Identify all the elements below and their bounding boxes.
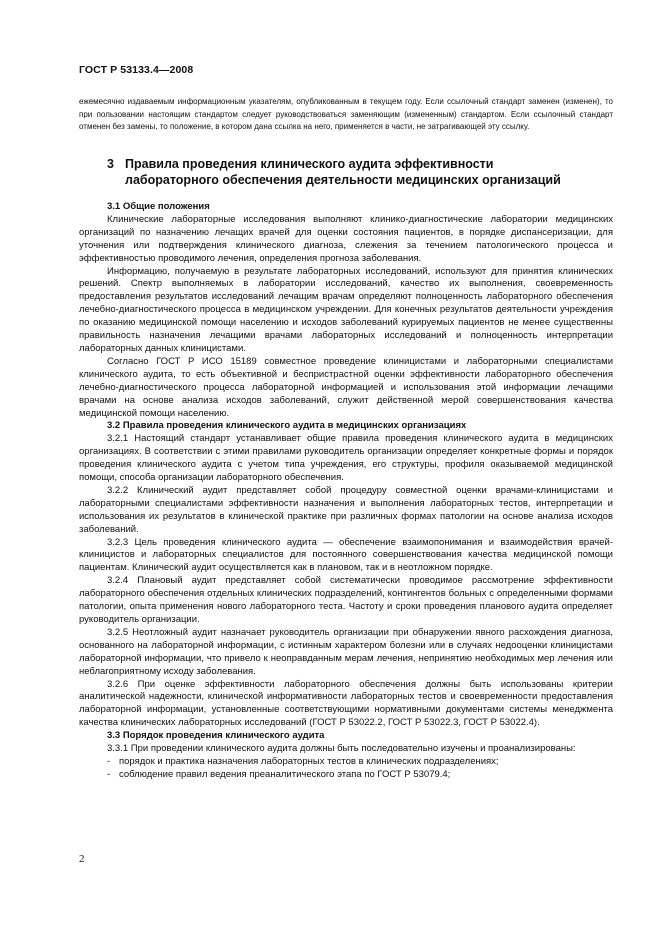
subsection-3-1-heading: 3.1 Общие положения	[107, 201, 210, 212]
section-number: 3	[107, 157, 114, 171]
paragraph-3-1-a: Клинические лабораторные исследования выполняют клинико-диагностические лаборатории медицинских организаций по назначению лечащих врачей для оценки состояния пациентов, в порядке диспансеризации, для уточнения или подтверждения клинического диагноза, слежения за течением патологического процесса и эффективностью проводимого лечения, определения прогноза заболевания.	[79, 213, 613, 264]
list-item	[79, 769, 613, 782]
section-title-line1: Правила проведения клинического аудита эффективности	[125, 157, 494, 171]
section-heading	[79, 156, 613, 188]
intro-paragraph: ежемесячно издаваемым информационным указателям, опубликованным в текущем году. Если ссылочный стандарт заменен (изменен), то при пользовании настоящим стандартом следует руководствоваться заменяющим (измененным) стандартом. Если ссылочный стандарт отменен без замены, то положение, в котором дана ссылка на него, применяется в части, не затрагивающей эту ссылку.	[79, 97, 613, 131]
section-body	[79, 201, 613, 782]
paragraph-3-1-c: Согласно ГОСТ Р ИСО 15189 совместное проведение клиницистами и лабораторными специалистами клинического аудита, то есть объективной и беспристрастной оценки эффективности лабораторного обеспечения лечебно-диагностического процесса лабораторной информацией и использования этой информации лечащими врачами на основе анализа исходов заболеваний, служит действенной мерой совершенствования качества медицинской помощи населению.	[79, 355, 613, 419]
list-item-text: соблюдение правил ведения преаналитического этапа по ГОСТ Р 53079.4;	[119, 768, 451, 780]
section-title	[79, 156, 613, 188]
section-title-line2: лабораторного обеспечения деятельности медицинских организаций	[125, 173, 561, 187]
paragraph-3-1-b: Информацию, получаемую в результате лабораторных исследований, используют для принятия клинических решений. Спектр выполняемых в лаборатории исследований, качество их выполнения, своевременность предоставления результатов исследований лечащим врачам определяют полноценность лабораторного обеспечения лечебно-диагностического процесса в медицинском учреждении. Для конечных результатов деятельности учреждения по оказанию медицинской помощи населению и исходов заболеваний курируемых пациентов не менее существенны правильность назначения лечащими врачами лабораторных исследований и полноценность интерпретации лабораторных данных клиницистами.	[79, 265, 613, 354]
page-number: 2	[79, 853, 85, 865]
subsection-3-2-heading: 3.2 Правила проведения клинического аудита в медицинских организациях	[107, 420, 467, 432]
intro-block	[79, 96, 613, 134]
list-item-text: порядок и практика назначения лабораторных тестов в клинических подразделениях;	[119, 755, 499, 767]
document-header: ГОСТ Р 53133.4—2008	[79, 64, 194, 76]
paragraph-3-2-2: 3.2.2 Клинический аудит представляет собой процедуру совместной оценки врачами-клиницистами и лабораторными специалистами эффективности назначения и выполнения лабораторных тестов, интерпретации и использования их результатов в клинической практике при различных формах патологии на основе анализа исходов заболеваний.	[79, 484, 613, 535]
paragraph-3-3-1: 3.3.1 При проведении клинического аудита должны быть последовательно изучены и проанализированы:	[107, 743, 576, 755]
paragraph-3-2-6: 3.2.6 При оценке эффективности лабораторного обеспечения должны быть использованы критерии аналитической надежности, клинической информативности лабораторных тестов и своевременности предоставления лабораторной информации, установленные соответствующими нормативными документами системы менеджмента качества клинических лабораторных исследований (ГОСТ Р 53022.2, ГОСТ Р 53022.3, ГОСТ Р 53022.4).	[79, 678, 613, 729]
list-dash: -	[107, 755, 111, 767]
paragraph-3-2-3: 3.2.3 Цель проведения клинического аудита — обеспечение взаимопонимания и взаимодействия врачей-клиницистов и лабораторных специалистов для постоянного совершенствования качества медицинской помощи пациентам. Клинический аудит осуществляется как в плановом, так и в неотложном порядке.	[79, 536, 613, 574]
list-dash: -	[107, 768, 111, 780]
paragraph-3-2-5: 3.2.5 Неотложный аудит назначает руководитель организации при обнаружении явного расхождения диагноза, основанного на лабораторной информации, с истинным характером болезни или в случаях недооценки клиницистами лабораторной информации, что привело к неоправданным мерам лечения, непринятию необходимых мер лечения или неблагоприятному исходу заболевания.	[79, 626, 613, 677]
paragraph-3-2-1: 3.2.1 Настоящий стандарт устанавливает общие правила проведения клинического аудита в медицинских организациях. В соответствии с этими правилами руководитель организации определяет конкретные формы и порядок проведения клинического аудита с учетом типа учреждения, его структуры, профиля оказываемой медицинской помощи, способа организации лабораторного обеспечения.	[79, 433, 613, 484]
paragraph-3-2-4: 3.2.4 Плановый аудит представляет собой систематически проводимое рассмотрение эффективности лабораторного обеспечения отдельных клинических подразделений, контингентов больных с определенными формами патологии, опыта применения нового лабораторного теста. Частоту и сроки проведения планового аудита определяет руководитель организации.	[79, 575, 613, 625]
subsection-3-3-heading: 3.3 Порядок проведения клинического аудита	[107, 730, 325, 742]
list-item	[79, 756, 613, 769]
